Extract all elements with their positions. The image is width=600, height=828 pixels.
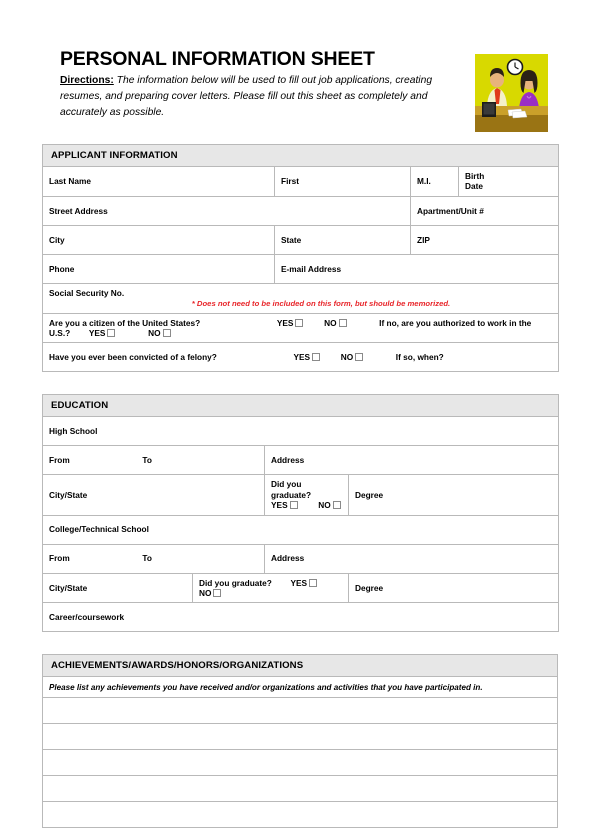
field-college[interactable] [43, 515, 559, 544]
field-first-name[interactable] [275, 167, 411, 197]
citizen-yes-option[interactable] [277, 318, 306, 328]
label-college: College/Technical School [49, 524, 149, 535]
achievements-blank-row-1[interactable] [43, 698, 558, 724]
table-row [43, 167, 559, 197]
directions-text: The information below will be used to fill out job applications, creating resumes, and preparing cover letters. Please fill out this sheet as completely and accurately as possible. [60, 75, 433, 118]
row-citizenship [43, 313, 559, 343]
college-graduate-yes-option[interactable] [290, 578, 319, 588]
field-phone[interactable] [43, 254, 275, 283]
label-college-from: From [49, 553, 70, 564]
table-row [43, 417, 559, 446]
authorized-yes-label: YES [88, 328, 106, 339]
field-middle-initial[interactable] [411, 167, 459, 197]
field-college-degree[interactable] [349, 573, 559, 603]
college-graduate-yes-label: YES [290, 577, 308, 588]
field-social-security[interactable] [43, 283, 559, 313]
field-state[interactable] [275, 225, 411, 254]
label-hs-degree: Degree [355, 489, 384, 500]
row-college-graduate [193, 573, 349, 603]
authorized-yes-checkbox[interactable] [107, 329, 115, 337]
label-middle-initial: M.I. [417, 176, 431, 187]
citizen-yes-checkbox[interactable] [295, 319, 303, 327]
label-phone: Phone [49, 263, 75, 274]
section-heading-applicant: APPLICANT INFORMATION [43, 145, 559, 167]
college-graduate-no-label: NO [199, 587, 212, 598]
achievements-blank-row-4[interactable] [43, 776, 558, 802]
field-hs-degree[interactable] [349, 475, 559, 515]
label-email: E-mail Address [281, 263, 342, 274]
achievements-section [0, 654, 600, 828]
table-row [43, 283, 559, 313]
field-college-city-state[interactable] [43, 573, 193, 603]
table-row [43, 724, 558, 750]
achievements-blank-row-3[interactable] [43, 750, 558, 776]
label-hs-city-state: City/State [49, 489, 88, 500]
page-title: PERSONAL INFORMATION SHEET [60, 48, 375, 70]
document-header [0, 0, 600, 144]
authorized-no-checkbox[interactable] [163, 329, 171, 337]
citizen-no-option[interactable] [324, 318, 348, 328]
label-birth-date-line1: Birth [465, 171, 485, 181]
table-row [43, 655, 558, 677]
table-row [43, 145, 559, 167]
hs-graduate-yes-option[interactable] [271, 500, 300, 510]
table-row [43, 225, 559, 254]
education-section [0, 394, 600, 632]
college-graduate-yes-checkbox[interactable] [309, 579, 317, 587]
field-career-coursework[interactable] [43, 603, 559, 632]
felony-yes-label: YES [293, 352, 311, 363]
field-apartment-unit[interactable] [411, 196, 559, 225]
citizen-no-checkbox[interactable] [339, 319, 347, 327]
label-college-to: To [142, 553, 152, 564]
achievements-table [42, 654, 558, 828]
table-row [43, 343, 559, 372]
table-row [43, 313, 559, 343]
row-felony [43, 343, 559, 372]
label-city: City [49, 234, 65, 245]
label-last-name: Last Name [49, 176, 91, 187]
label-career-coursework: Career/coursework [49, 612, 125, 623]
table-row [43, 515, 559, 544]
authorized-no-option[interactable] [148, 328, 172, 338]
college-graduate-no-checkbox[interactable] [213, 589, 221, 597]
label-hs-address: Address [271, 455, 305, 466]
section-gap-1 [0, 372, 600, 394]
table-row [43, 196, 559, 225]
felony-no-option[interactable] [341, 352, 365, 362]
achievements-blank-row-2[interactable] [43, 724, 558, 750]
table-row [43, 750, 558, 776]
label-apartment-unit: Apartment/Unit # [417, 205, 484, 216]
table-row [43, 603, 559, 632]
directions-label: Directions: [60, 75, 114, 87]
table-row [43, 395, 559, 417]
label-state: State [281, 234, 302, 245]
hs-graduate-no-option[interactable] [318, 500, 342, 510]
felony-no-checkbox[interactable] [355, 353, 363, 361]
hs-graduate-no-checkbox[interactable] [333, 501, 341, 509]
table-row [43, 446, 559, 475]
label-felony-followup: If so, when? [395, 352, 444, 363]
label-birth-date-line2: Date [465, 181, 483, 192]
table-row [43, 776, 558, 802]
label-college-city-state: City/State [49, 582, 88, 593]
field-hs-address[interactable] [265, 446, 559, 475]
section-heading-achievements: ACHIEVEMENTS/AWARDS/HONORS/ORGANIZATIONS [43, 655, 558, 677]
citizen-yes-label: YES [276, 317, 294, 328]
hs-graduate-yes-label: YES [271, 500, 288, 511]
authorized-yes-option[interactable] [89, 328, 118, 338]
table-row [43, 698, 558, 724]
label-hs-from: From [49, 455, 70, 466]
label-citizen-question: Are you a citizen of the United States? [49, 317, 201, 328]
field-zip[interactable] [411, 225, 559, 254]
field-last-name[interactable] [43, 167, 275, 197]
label-college-degree: Degree [355, 582, 384, 593]
label-felony-question: Have you ever been convicted of a felony? [49, 352, 217, 363]
label-street-address: Street Address [49, 205, 108, 216]
table-row [43, 677, 558, 698]
felony-yes-option[interactable] [293, 352, 322, 362]
label-high-school: High School [49, 426, 98, 437]
education-table [42, 394, 559, 632]
clipart-svg [475, 54, 548, 132]
label-authorized-question: If no, are you authorized to work in the U.S.? [49, 317, 532, 339]
directions-block [60, 73, 470, 120]
table-row [43, 254, 559, 283]
label-hs-to: To [142, 455, 152, 466]
applicant-information-section [0, 144, 600, 372]
applicant-information-table [42, 144, 559, 372]
field-college-address[interactable] [265, 544, 559, 573]
label-zip: ZIP [417, 234, 430, 245]
label-social-security: Social Security No. [49, 287, 125, 298]
table-row [43, 544, 559, 573]
authorized-no-label: NO [148, 328, 161, 339]
ssn-red-note: * Does not need to be included on this form, but should be memorized. [191, 299, 451, 309]
college-graduate-no-option[interactable] [199, 588, 223, 598]
job-interview-clipart [475, 54, 548, 132]
hs-graduate-yes-checkbox[interactable] [290, 501, 298, 509]
row-hs-graduate [265, 475, 349, 515]
field-city[interactable] [43, 225, 275, 254]
label-hs-graduate-question: Did you graduate? [271, 479, 312, 500]
section-heading-education: EDUCATION [43, 395, 559, 417]
citizen-no-label: NO [324, 317, 337, 328]
field-high-school[interactable] [43, 417, 559, 446]
label-college-address: Address [271, 553, 305, 564]
table-row [43, 475, 559, 515]
label-college-graduate-question: Did you graduate? [199, 577, 272, 588]
field-email[interactable] [275, 254, 559, 283]
achievements-blank-row-5[interactable] [43, 802, 558, 828]
felony-no-label: NO [340, 352, 354, 363]
felony-yes-checkbox[interactable] [312, 353, 320, 361]
field-college-from-to[interactable] [43, 544, 265, 573]
field-hs-city-state[interactable] [43, 475, 265, 515]
achievements-instruction: Please list any achievements you have received and/or organizations and activities that you have participated in. [49, 682, 483, 692]
achievements-instruction-row [43, 677, 558, 698]
section-gap-2 [0, 632, 600, 654]
field-birth-date[interactable] [459, 167, 559, 197]
label-first-name: First [281, 176, 299, 187]
table-row [43, 802, 558, 828]
field-street-address[interactable] [43, 196, 411, 225]
table-row [43, 573, 559, 603]
hs-graduate-no-label: NO [318, 500, 331, 511]
field-hs-from-to[interactable] [43, 446, 265, 475]
